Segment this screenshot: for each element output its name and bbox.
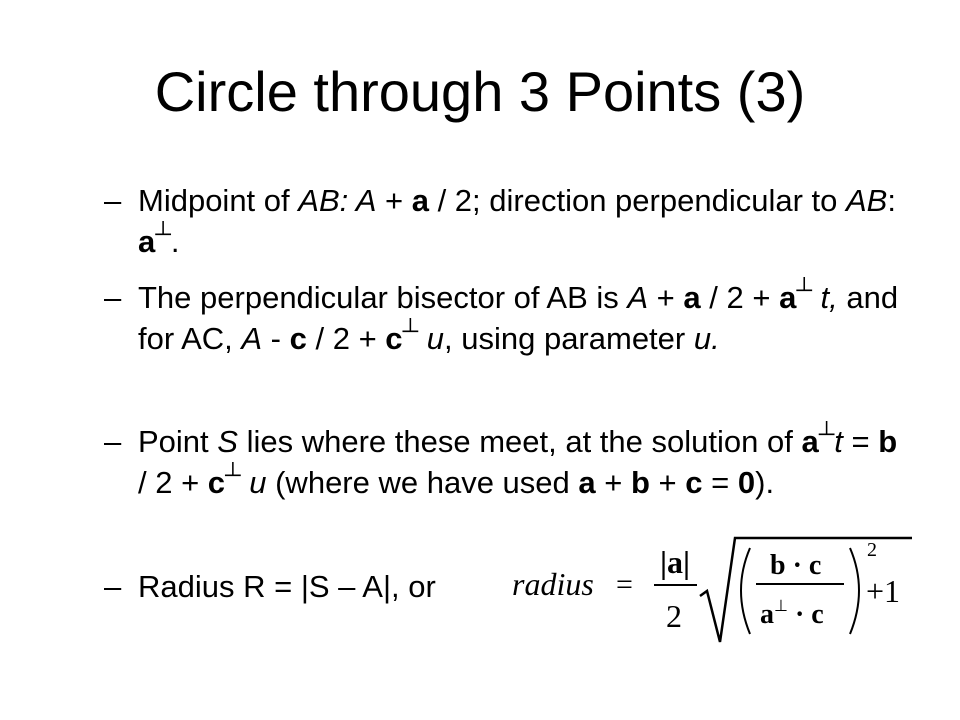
bullet-text: Midpoint of AB: A + a / 2; direction perpendicular to AB: a┴. [138,183,896,259]
formula-two: 2 [666,598,682,634]
left-paren [741,548,750,634]
bullet-text: The perpendicular bisector of AB is A + a / 2 + a┴ t, and for AC, A - c / 2 + c┴ u, using parameter u. [138,277,899,356]
formula-equals: = [616,568,633,601]
slide-title: Circle through 3 Points (3) [154,60,806,123]
formula-lhs: radius [512,566,594,602]
bullet-intersection [104,421,904,503]
radius-formula [510,530,920,650]
formula-inner-denominator: a⊥ · c [760,598,824,630]
bullet-dash: – [104,569,122,604]
perp-symbol: ┴ [818,421,835,446]
bullet-text: Radius R = |S – A|, or [138,569,436,604]
perp-symbol: ┴ [796,277,812,302]
bullet-bisector [104,277,904,359]
formula-norm-numerator: |a| [660,544,691,580]
bullet-midpoint [104,180,904,262]
formula-inner-numerator: b · c [770,550,822,581]
bullet-text: Point S lies where these meet, at the solution of a┴t = b / 2 + c┴ u (where we have used a + b + c = 0). [138,421,898,500]
formula-exponent: 2 [867,539,877,561]
formula-plus-one: +1 [866,573,901,609]
perp-symbol: ┴ [155,221,171,246]
perp-symbol: ┴ [225,462,241,487]
bullet-dash: – [104,280,122,315]
bullet-dash: – [104,424,122,459]
right-paren [850,548,859,634]
bullet-dash: – [104,183,122,218]
perp-symbol: ┴ [402,318,419,343]
